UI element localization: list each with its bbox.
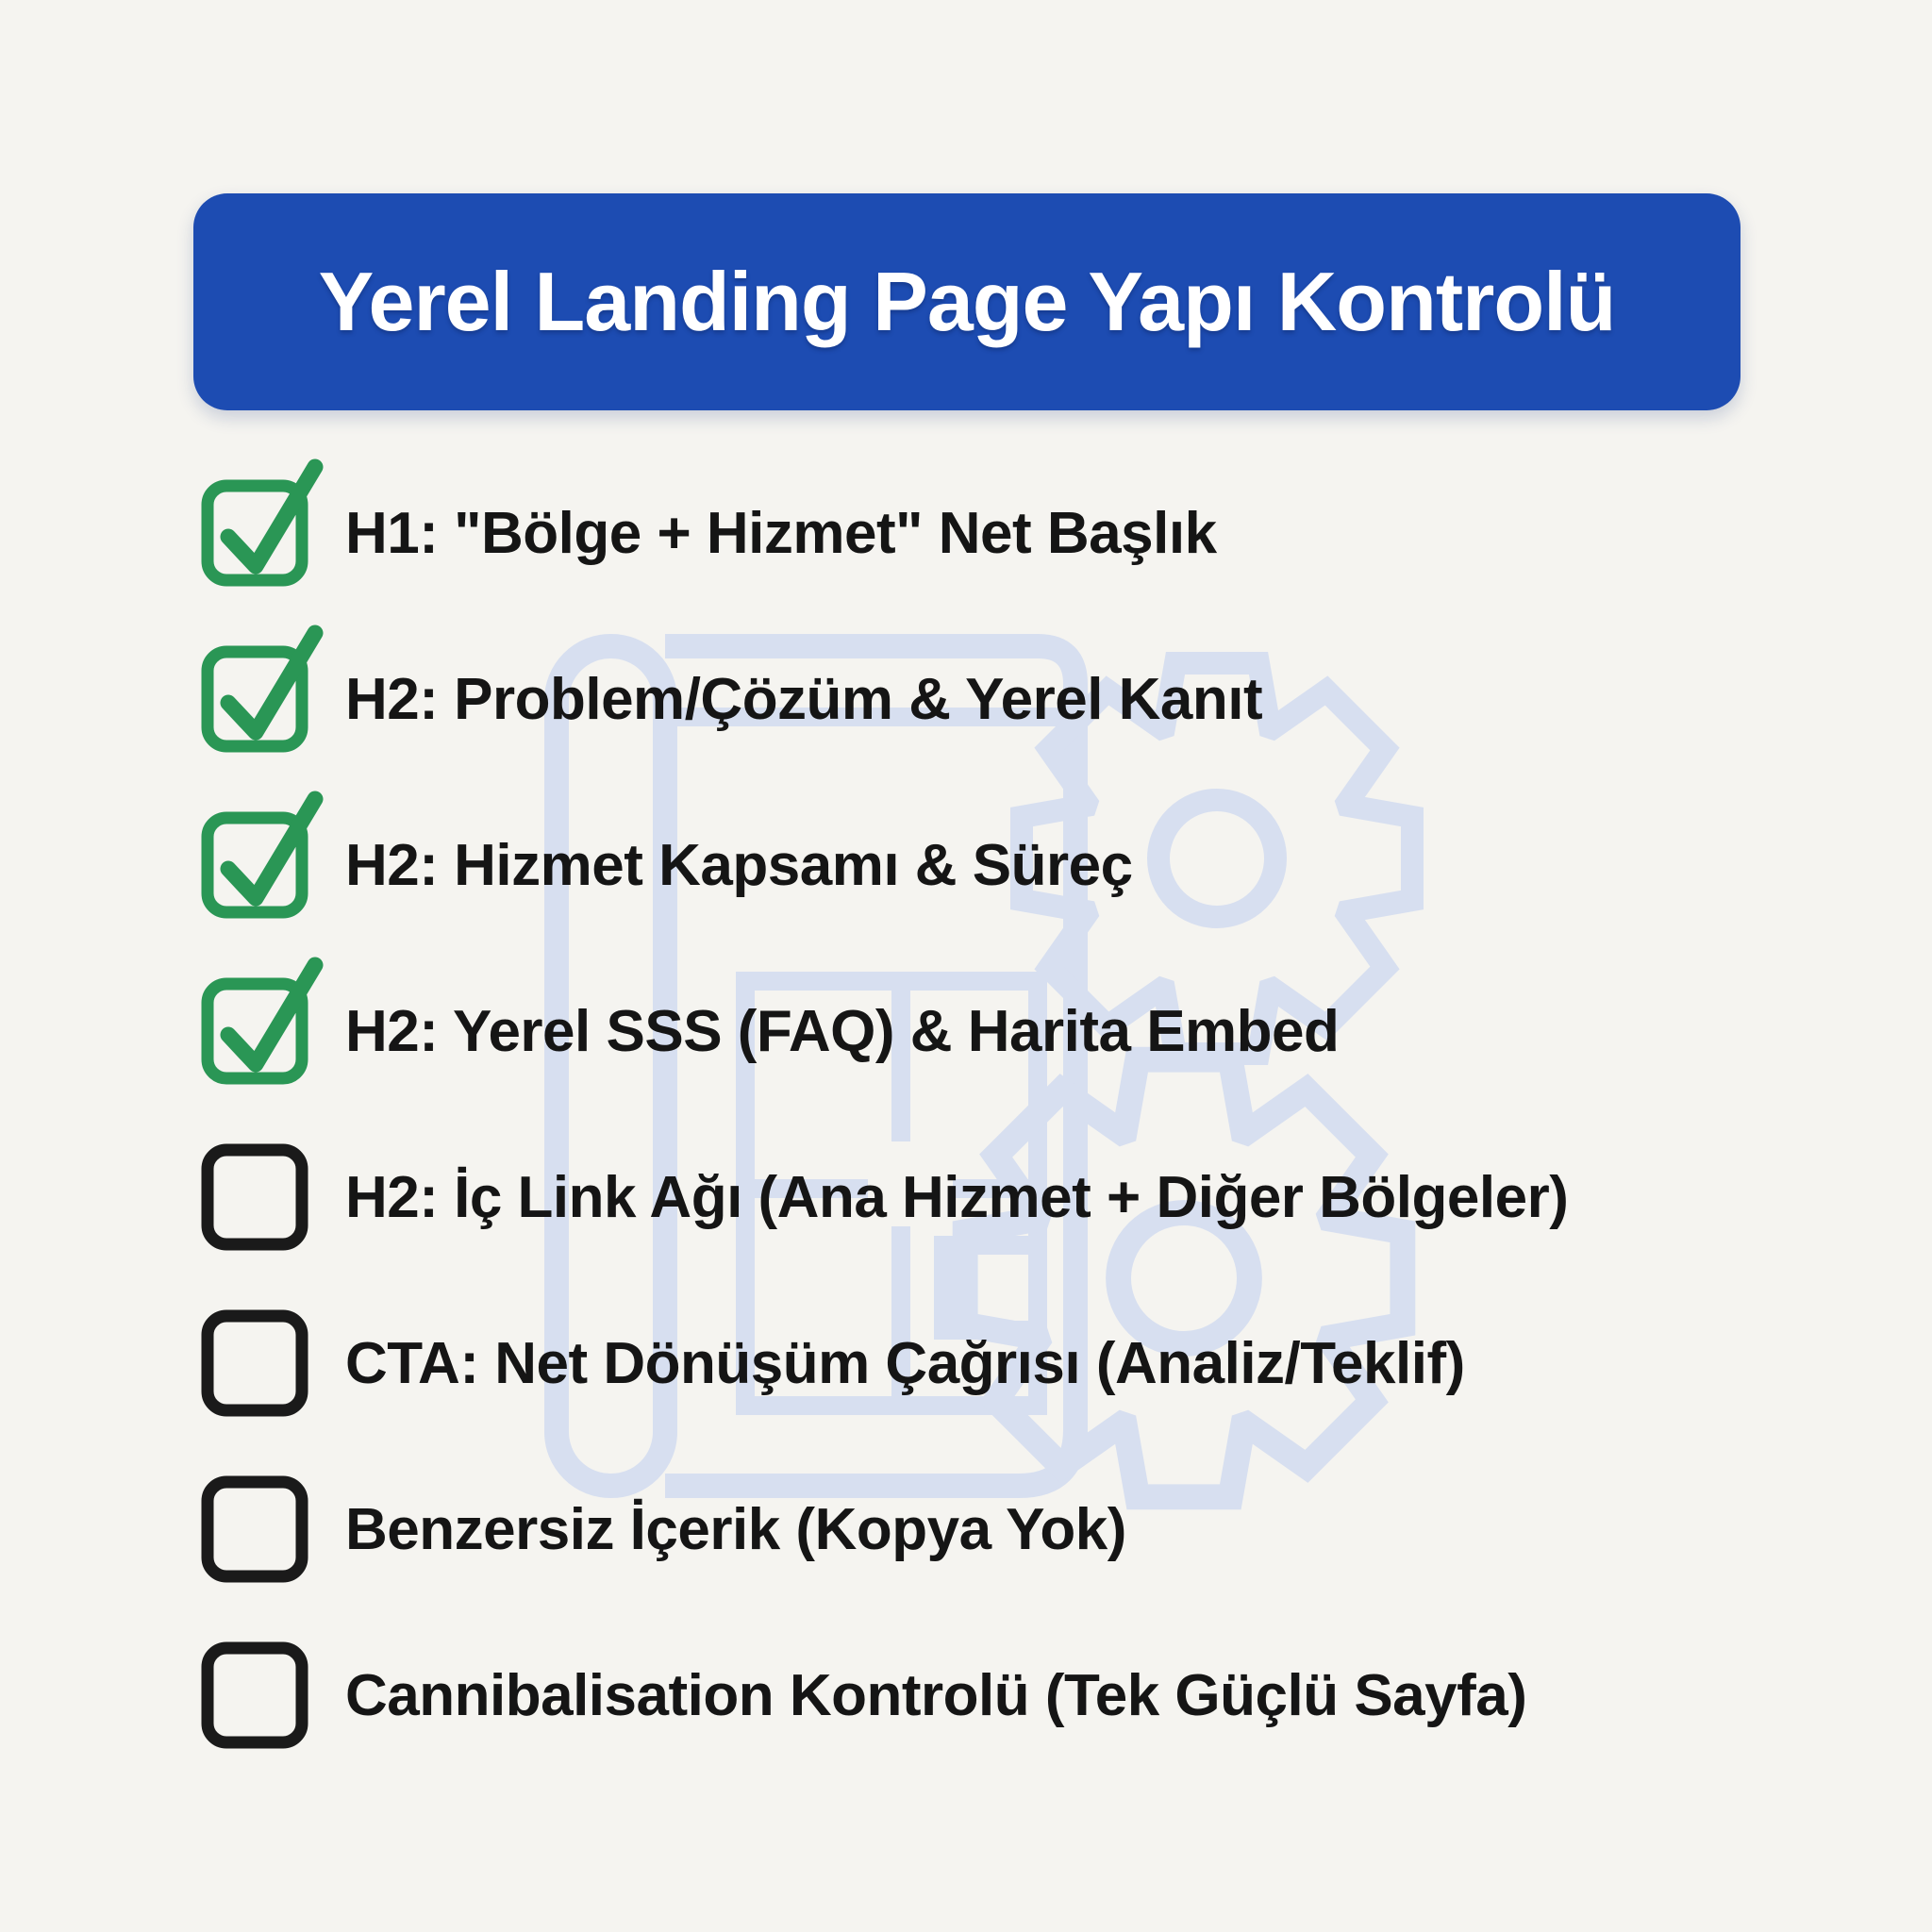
checklist-item-label: Cannibalisation Kontrolü (Tek Güçlü Sayfa) <box>345 1662 1527 1728</box>
checklist-item <box>194 782 1885 948</box>
checkbox-checked-icon[interactable] <box>194 780 336 922</box>
checklist-item <box>194 1612 1885 1778</box>
checklist-item <box>194 1446 1885 1612</box>
checklist-item-label: H2: İç Link Ağı (Ana Hizmet + Diğer Bölgeler) <box>345 1164 1569 1230</box>
checklist-item <box>194 1114 1885 1280</box>
checklist-item-label: H1: "Bölge + Hizmet" Net Başlık <box>345 500 1217 566</box>
checklist-item-label: H2: Problem/Çözüm & Yerel Kanıt <box>345 666 1263 732</box>
checklist-item <box>194 948 1885 1114</box>
checklist <box>194 450 1885 1778</box>
checkbox-checked-icon[interactable] <box>194 614 336 756</box>
checkbox-checked-icon[interactable] <box>194 946 336 1088</box>
checklist-item <box>194 1280 1885 1446</box>
checklist-item-label: H2: Yerel SSS (FAQ) & Harita Embed <box>345 998 1340 1064</box>
checkbox-empty-icon[interactable] <box>194 1610 336 1752</box>
checklist-item <box>194 450 1885 616</box>
checkbox-checked-icon[interactable] <box>194 448 336 590</box>
checkbox-empty-icon[interactable] <box>194 1444 336 1586</box>
checklist-item-label: Benzersiz İçerik (Kopya Yok) <box>345 1496 1126 1562</box>
page-title: Yerel Landing Page Yapı Kontrolü <box>318 255 1616 348</box>
checkbox-empty-icon[interactable] <box>194 1278 336 1420</box>
checklist-item-label: CTA: Net Dönüşüm Çağrısı (Analiz/Teklif) <box>345 1330 1465 1396</box>
checklist-item-label: H2: Hizmet Kapsamı & Süreç <box>345 832 1133 898</box>
title-banner <box>193 193 1740 410</box>
checkbox-empty-icon[interactable] <box>194 1112 336 1254</box>
checklist-item <box>194 616 1885 782</box>
